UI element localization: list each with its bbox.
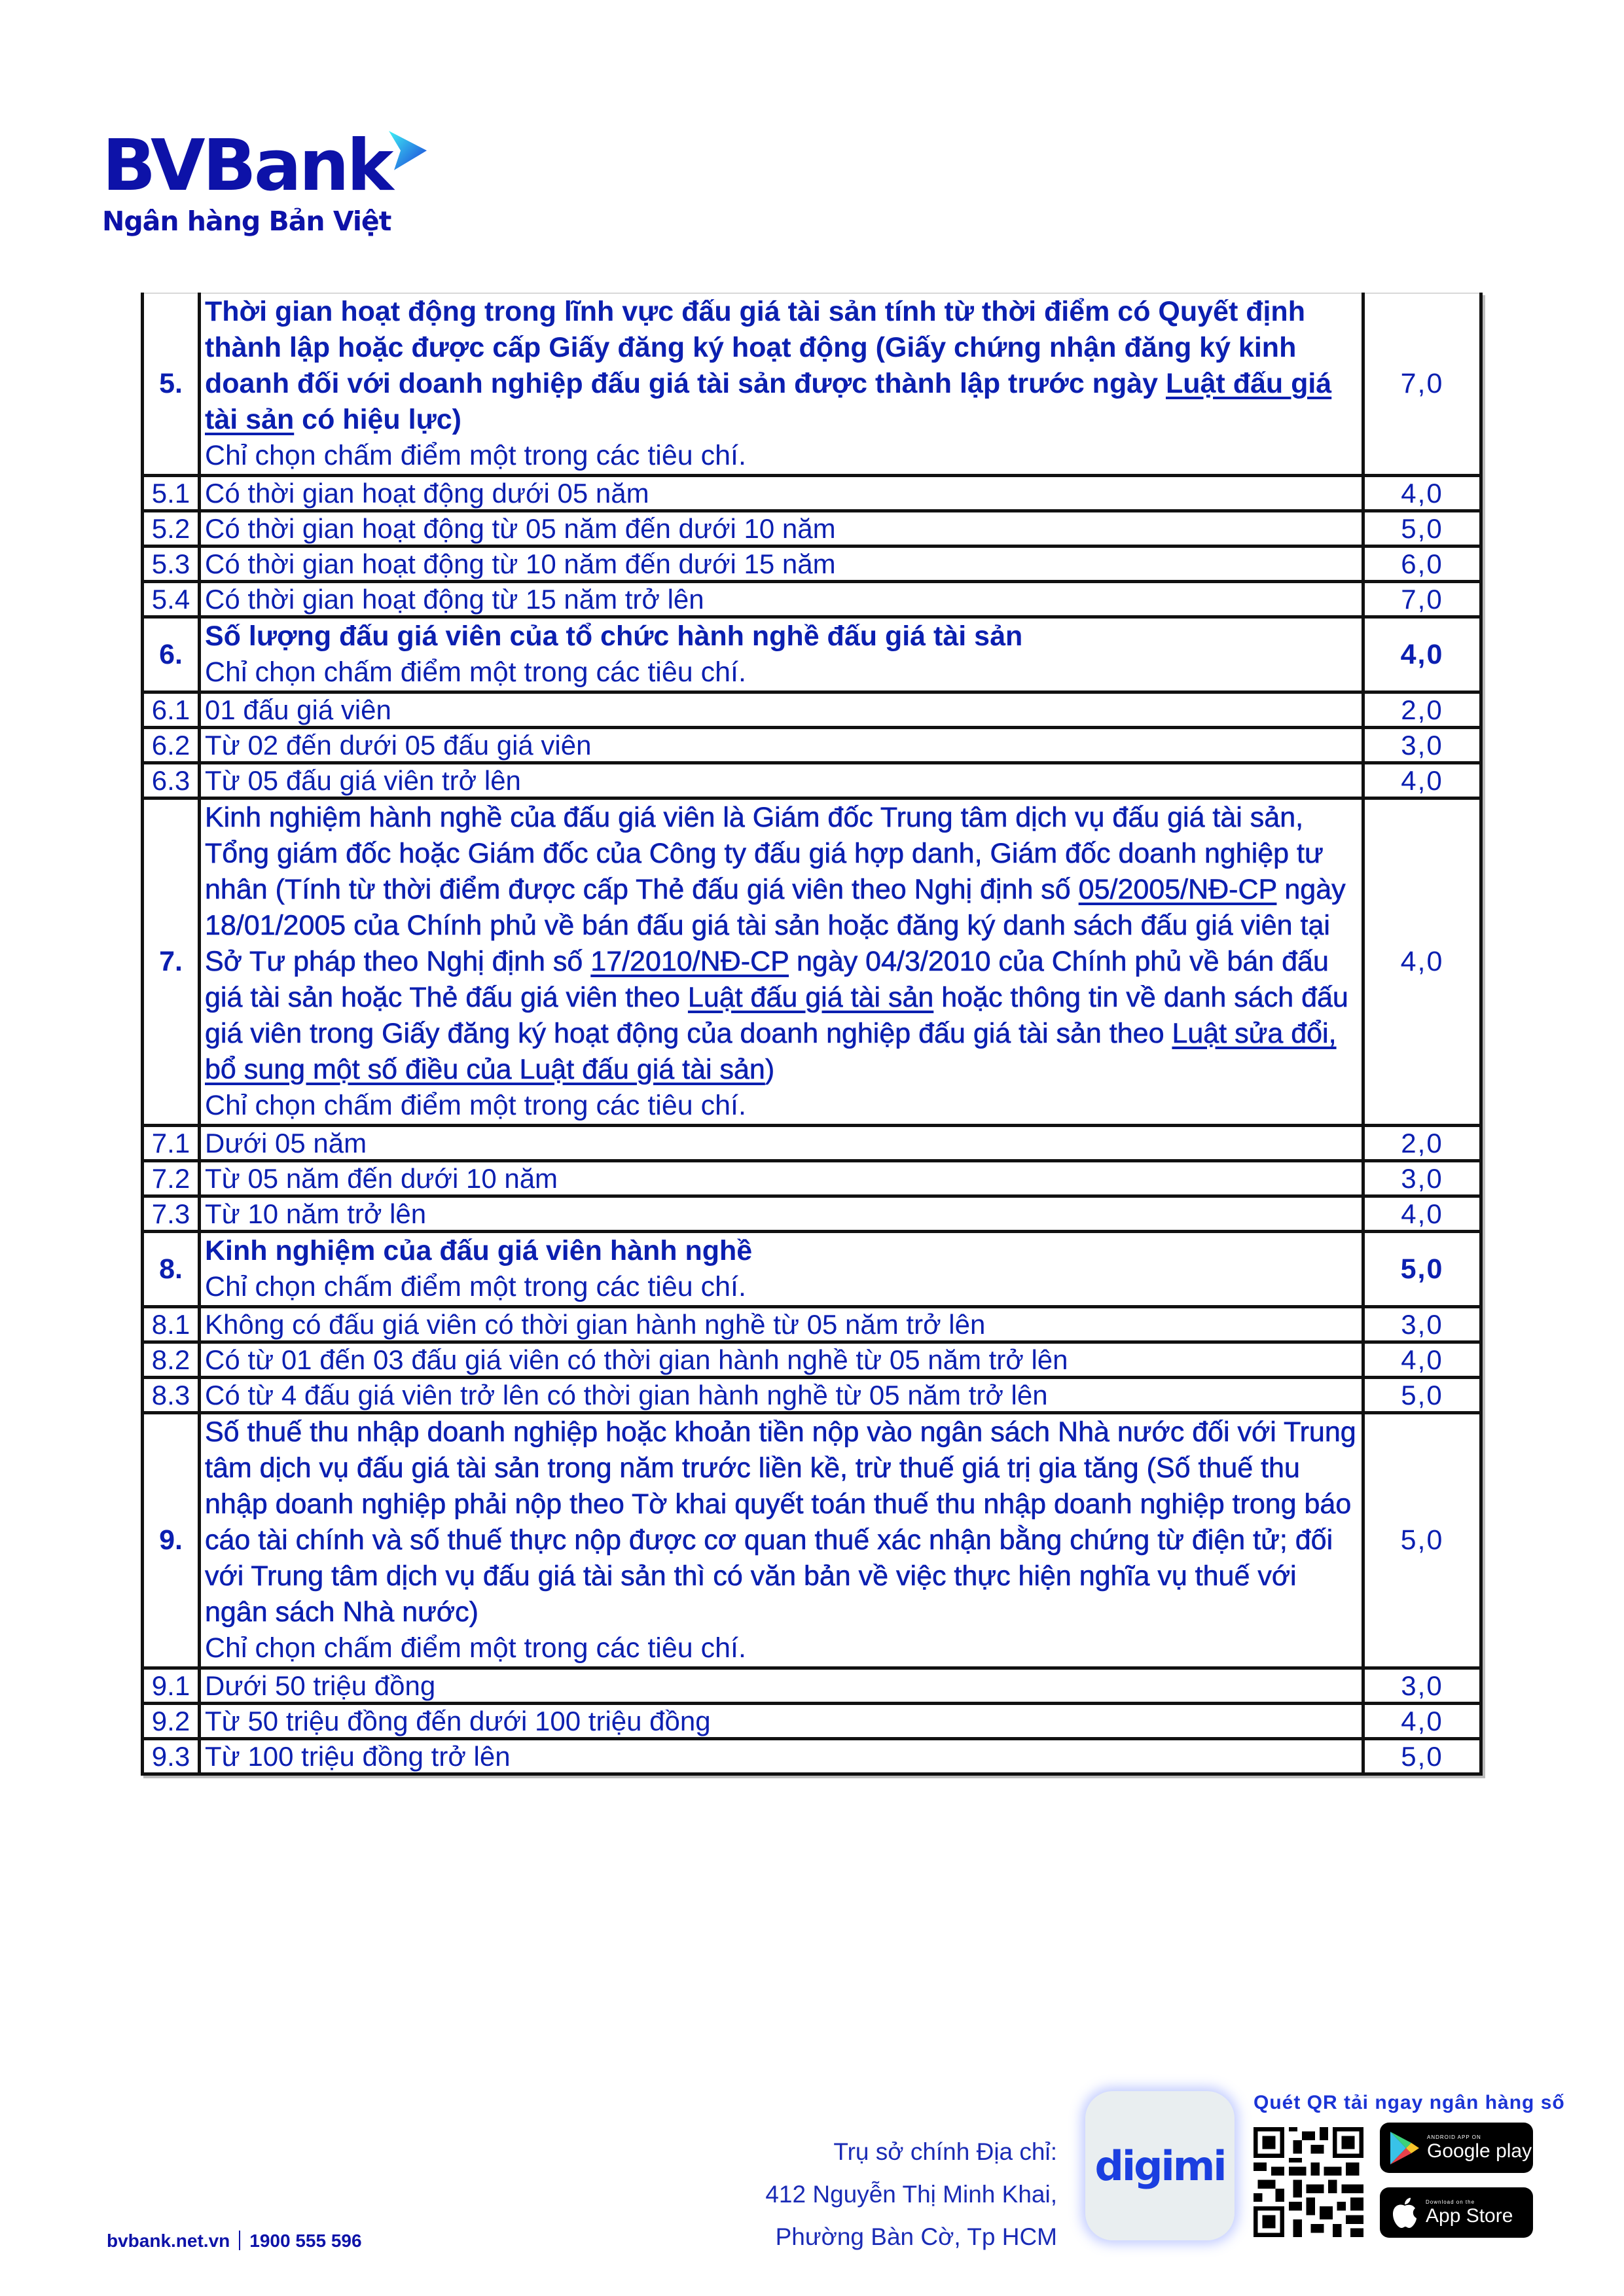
criterion-title [205,619,1358,655]
sub-criterion-row [143,1342,1481,1378]
sub-criterion-row [143,582,1481,617]
sub-criterion-text: Từ 10 năm trở lên [200,1196,1363,1232]
sub-criterion-score: 5,0 [1363,511,1481,547]
google-play-small: ANDROID APP ON [1427,2134,1481,2140]
sub-criterion-number: 9.2 [143,1704,200,1739]
criterion-note: Chỉ chọn chấm điểm một trong các tiêu chí. [205,1271,746,1302]
criterion-description [200,1413,1363,1668]
legal-reference-link[interactable]: 17/2010/NĐ-CP [590,946,789,977]
app-store-badge[interactable] [1380,2187,1533,2238]
sub-criterion-number: 5.1 [143,476,200,511]
sub-criterion-score: 5,0 [1363,1739,1481,1774]
divider [239,2231,240,2250]
legal-reference-link[interactable]: Luật đấu giá tài sản [687,982,934,1013]
hotline[interactable]: 1900 555 596 [249,2231,362,2251]
address-line: 412 Nguyễn Thị Minh Khai, [765,2181,1057,2208]
sub-criterion-number: 6.2 [143,728,200,763]
sub-criterion-score: 3,0 [1363,728,1481,763]
sub-criterion-text: Dưới 50 triệu đồng [200,1668,1363,1704]
title-text: ngày 18/01/2005 của Chính phủ về bán đấu giá tài sản hoặc đăng ký danh sách đấu giá viên tại Sở Tư pháp theo Nghị định số [205,874,1346,977]
footer-contact [107,2231,362,2251]
legal-reference-link[interactable]: 05/2005/NĐ-CP [1078,874,1277,905]
sub-criterion-score: 4,0 [1363,763,1481,798]
sub-criterion-number: 9.3 [143,1739,200,1774]
sub-criterion-score: 6,0 [1363,547,1481,582]
criterion-max-score: 5,0 [1363,1413,1481,1668]
criterion-title [205,1233,1358,1269]
qr-code-icon[interactable] [1254,2127,1363,2237]
criterion-title [205,1414,1358,1630]
criterion-number: 5. [143,293,200,476]
sub-criterion-text: Có từ 01 đến 03 đấu giá viên có thời gian hành nghề từ 05 năm trở lên [200,1342,1363,1378]
criteria-table [141,293,1483,1776]
address-line: Trụ sở chính Địa chỉ: [833,2138,1057,2165]
sub-criterion-score: 4,0 [1363,1196,1481,1232]
criterion-description [200,798,1363,1126]
bvbank-logo [102,125,429,242]
sub-criterion-text: Từ 50 triệu đồng đến dưới 100 triệu đồng [200,1704,1363,1739]
sub-criterion-text: Có thời gian hoạt động từ 15 năm trở lên [200,582,1363,617]
criterion-title [205,800,1358,1088]
sub-criterion-number: 5.2 [143,511,200,547]
criterion-description [200,617,1363,692]
sub-criterion-score: 3,0 [1363,1307,1481,1342]
google-play-badge[interactable] [1380,2123,1533,2173]
digimi-app-icon[interactable] [1085,2091,1235,2240]
sub-criterion-number: 7.2 [143,1161,200,1196]
sub-criterion-number: 8.3 [143,1378,200,1413]
sub-criterion-text: Không có đấu giá viên có thời gian hành nghề từ 05 năm trở lên [200,1307,1363,1342]
app-store-small: Download on the [1426,2198,1475,2205]
sub-criterion-score: 3,0 [1363,1668,1481,1704]
sub-criterion-text: Có thời gian hoạt động dưới 05 năm [200,476,1363,511]
title-text: hoặc thông tin về danh sách đấu giá viên trong Giấy đăng ký hoạt động của doanh nghiệp đấu giá tài sản theo [205,982,1348,1049]
sub-criterion-row [143,1196,1481,1232]
sub-criterion-number: 6.1 [143,692,200,728]
sub-criterion-text: Từ 05 đấu giá viên trở lên [200,763,1363,798]
title-text: Số thuế thu nhập doanh nghiệp hoặc khoản tiền nộp vào ngân sách Nhà nước đối với Trung tâm dịch vụ đấu giá tài sản trong năm trước liền kề, trừ thuế giá trị gia tăng (Số thuế thu nhập doanh nghiệp phải nộp theo Tờ khai quyết toán thuế thu nhập doanh nghiệp trong báo cáo tài chính và số thuế thực nộp được cơ quan thuế xác nhận bằng chứng từ điện tử; đối với Trung tâm dịch vụ đấu giá tài sản thì có văn bản về việc thực hiện nghĩa vụ thuế với ngân sách Nhà nước) [205,1416,1356,1628]
sub-criterion-row [143,511,1481,547]
sub-criterion-text: Có thời gian hoạt động từ 05 năm đến dưới 10 năm [200,511,1363,547]
head-office-address [765,2130,1057,2258]
sub-criterion-score: 2,0 [1363,1126,1481,1161]
sub-criterion-text: Có thời gian hoạt động từ 10 năm đến dưới 15 năm [200,547,1363,582]
brand-name: BVBank [102,125,391,207]
sub-criterion-number: 5.4 [143,582,200,617]
sub-criterion-row [143,1161,1481,1196]
apple-icon [1392,2197,1418,2229]
criterion-note: Chỉ chọn chấm điểm một trong các tiêu chí. [205,1090,746,1121]
sub-criterion-number: 6.3 [143,763,200,798]
criterion-max-score: 5,0 [1363,1232,1481,1307]
sub-criterion-row [143,1739,1481,1774]
criterion-max-score: 7,0 [1363,293,1481,476]
title-text: ngày 04/3/2010 của Chính phủ về bán đấu giá tài sản hoặc Thẻ đấu giá viên theo [205,946,1329,1013]
sub-criterion-text: 01 đấu giá viên [200,692,1363,728]
sub-criterion-row [143,1378,1481,1413]
sub-criterion-number: 5.3 [143,547,200,582]
criterion-row [143,617,1481,692]
sub-criterion-row [143,1668,1481,1704]
criterion-number: 8. [143,1232,200,1307]
criterion-number: 6. [143,617,200,692]
title-text: Số lượng đấu giá viên của tổ chức hành nghề đấu giá tài sản [205,620,1023,652]
brand-tagline: Ngân hàng Bản Việt [102,206,391,237]
sub-criterion-number: 9.1 [143,1668,200,1704]
sub-criterion-number: 7.1 [143,1126,200,1161]
title-text: Kinh nghiệm hành nghề của đấu giá viên là Giám đốc Trung tâm dịch vụ đấu giá tài sản, Tổng giám đốc hoặc Giám đốc của Công ty đấu giá hợp danh, Giám đốc doanh nghiệp tư nhân (Tính từ thời điểm được cấp Thẻ đấu giá viên theo Nghị định số [205,802,1324,905]
criterion-number: 9. [143,1413,200,1668]
sub-criterion-score: 4,0 [1363,476,1481,511]
legal-reference-link[interactable]: Luật sửa đổi, bổ sung một số điều của Luật đấu giá tài sản [205,1018,1337,1085]
sub-criterion-number: 8.1 [143,1307,200,1342]
sub-criterion-text: Có từ 4 đấu giá viên trở lên có thời gian hành nghề từ 05 năm trở lên [200,1378,1363,1413]
title-text: Kinh nghiệm của đấu giá viên hành nghề [205,1235,753,1266]
legal-reference-link[interactable]: Luật đấu giá tài sản [205,368,1332,435]
criterion-note: Chỉ chọn chấm điểm một trong các tiêu chí. [205,1632,746,1664]
sub-criterion-score: 7,0 [1363,582,1481,617]
sub-criterion-score: 2,0 [1363,692,1481,728]
criterion-number: 7. [143,798,200,1126]
sub-criterion-score: 4,0 [1363,1342,1481,1378]
sub-criterion-score: 3,0 [1363,1161,1481,1196]
digimi-label: digimi [1094,2142,1225,2190]
sub-criterion-score: 4,0 [1363,1704,1481,1739]
sub-criterion-row [143,1704,1481,1739]
sub-criterion-row [143,476,1481,511]
sub-criterion-row [143,547,1481,582]
sub-criterion-row [143,763,1481,798]
sub-criterion-score: 5,0 [1363,1378,1481,1413]
criterion-description [200,1232,1363,1307]
address-line: Phường Bàn Cờ, Tp HCM [775,2223,1057,2250]
criterion-note: Chỉ chọn chấm điểm một trong các tiêu chí. [205,440,746,471]
sub-criterion-text: Từ 02 đến dưới 05 đấu giá viên [200,728,1363,763]
sub-criterion-text: Từ 100 triệu đồng trở lên [200,1739,1363,1774]
sub-criterion-number: 8.2 [143,1342,200,1378]
google-play-label: Google play [1427,2140,1532,2162]
app-store-label: App Store [1426,2204,1513,2227]
brand-arrow-icon [389,131,428,171]
sub-criterion-text: Từ 05 năm đến dưới 10 năm [200,1161,1363,1196]
criterion-row [143,1413,1481,1668]
criterion-row [143,293,1481,476]
sub-criterion-row [143,728,1481,763]
qr-caption: Quét QR tải ngay ngân hàng số [1254,2092,1565,2113]
title-text: có hiệu lực) [294,404,461,435]
criterion-note: Chỉ chọn chấm điểm một trong các tiêu chí. [205,656,746,688]
sub-criterion-row [143,692,1481,728]
title-text: Thời gian hoạt động trong lĩnh vực đấu giá tài sản tính từ thời điểm có Quyết định thành lập hoặc được cấp Giấy đăng ký hoạt động (Giấy chứng nhận đăng ký kinh doanh đối với doanh nghiệp đấu giá tài sản được thành lập trước ngày [205,296,1305,399]
criterion-max-score: 4,0 [1363,798,1481,1126]
title-text: ) [765,1054,775,1085]
google-play-icon [1390,2132,1419,2164]
criterion-row [143,798,1481,1126]
website-link[interactable]: bvbank.net.vn [107,2231,230,2251]
sub-criterion-number: 7.3 [143,1196,200,1232]
criterion-row [143,1232,1481,1307]
sub-criterion-text: Dưới 05 năm [200,1126,1363,1161]
criterion-title [205,294,1358,438]
sub-criterion-row [143,1307,1481,1342]
sub-criterion-row [143,1126,1481,1161]
criterion-max-score: 4,0 [1363,617,1481,692]
criterion-description [200,293,1363,476]
